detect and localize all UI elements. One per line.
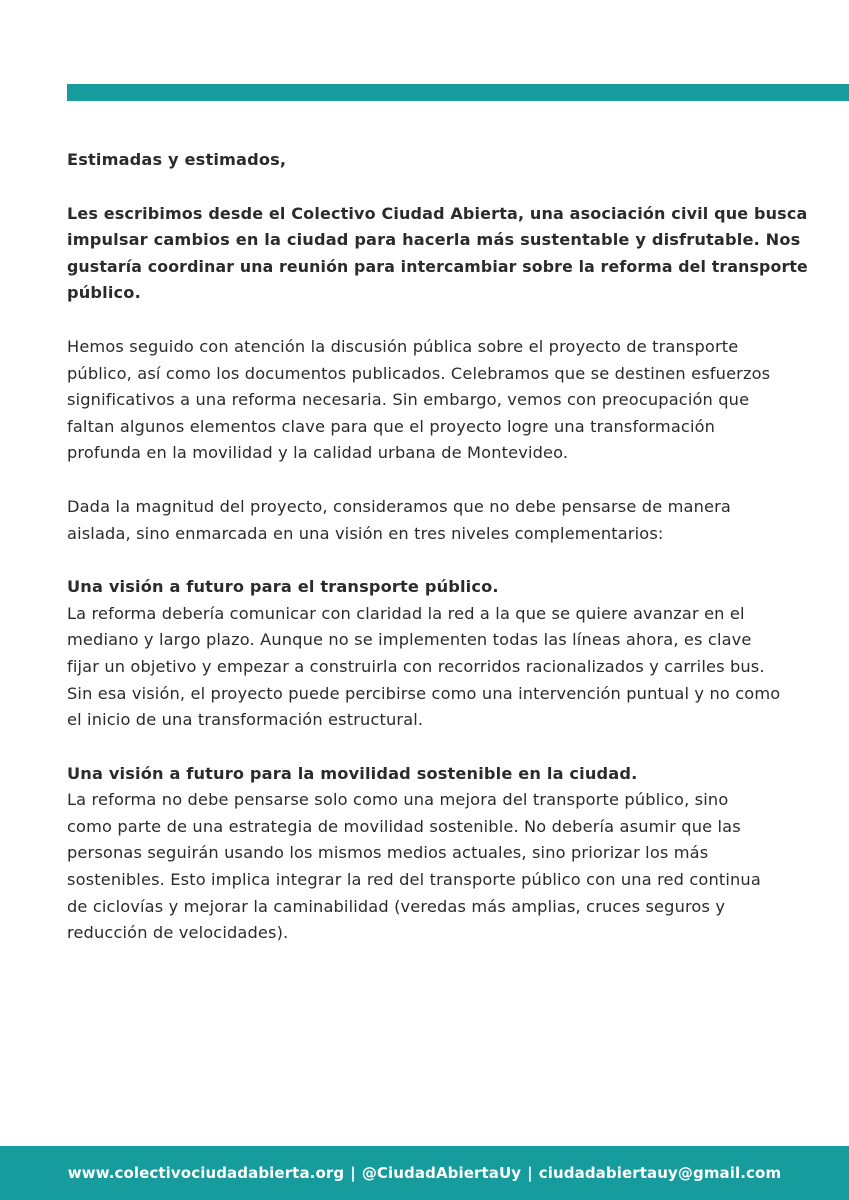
footer-separator: | xyxy=(527,1164,533,1182)
section-line: el inicio de una transformación estructural. xyxy=(67,710,424,730)
footer-bar xyxy=(0,1146,849,1200)
framing-line: aislada, sino enmarcada en una visión en tres niveles complementarios: xyxy=(67,523,664,543)
section-line: sostenibles. Esto implica integrar la red del transporte público con una red continua xyxy=(67,870,761,890)
intro-line: Les escribimos desde el Colectivo Ciudad Abierta, una asociación civil que busca xyxy=(67,203,808,223)
footer-social-handle[interactable]: @CiudadAbiertaUy xyxy=(361,1164,522,1182)
section-line: La reforma debería comunicar con claridad la red a la que se quiere avanzar en el xyxy=(67,603,745,623)
greeting: Estimadas y estimados, xyxy=(67,150,287,169)
section-line: personas seguirán usando los mismos medios actuales, sino priorizar los más xyxy=(67,843,709,863)
context-paragraph xyxy=(67,334,807,467)
intro-paragraph xyxy=(67,201,807,307)
footer-website-link[interactable]: www.colectivociudadabierta.org xyxy=(67,1164,345,1182)
section-line: mediano y largo plazo. Aunque no se implementen todas las líneas ahora, es clave xyxy=(67,630,752,650)
section-line: como parte de una estrategia de movilidad sostenible. No debería asumir que las xyxy=(67,816,741,836)
footer-separator: | xyxy=(350,1164,356,1182)
section-transporte xyxy=(67,574,807,734)
header-accent-bar xyxy=(67,84,849,101)
section-heading: Una visión a futuro para el transporte público. xyxy=(67,577,499,597)
letter-body xyxy=(67,147,807,974)
section-line: Sin esa visión, el proyecto puede percibirse como una intervención puntual y no como xyxy=(67,683,781,703)
context-line: faltan algunos elementos clave para que el proyecto logre una transformación xyxy=(67,416,716,436)
section-line: de ciclovías y mejorar la caminabilidad (veredas más amplias, cruces seguros y xyxy=(67,896,726,916)
intro-line: gustaría coordinar una reunión para intercambiar sobre la reforma del transporte xyxy=(67,256,808,276)
section-movilidad xyxy=(67,761,807,947)
intro-line: público. xyxy=(67,283,141,303)
footer-email-link[interactable]: ciudadabiertauy@gmail.com xyxy=(538,1164,782,1182)
context-line: Hemos seguido con atención la discusión pública sobre el proyecto de transporte xyxy=(67,336,739,356)
section-line: fijar un objetivo y empezar a construirla con recorridos racionalizados y carriles bus. xyxy=(67,656,765,676)
context-line: significativos a una reforma necesaria. Sin embargo, vemos con preocupación que xyxy=(67,390,750,410)
section-line: La reforma no debe pensarse solo como una mejora del transporte público, sino xyxy=(67,790,729,810)
context-line: profunda en la movilidad y la calidad urbana de Montevideo. xyxy=(67,443,569,463)
section-heading: Una visión a futuro para la movilidad sostenible en la ciudad. xyxy=(67,763,638,783)
context-line: público, así como los documentos publicados. Celebramos que se destinen esfuerzos xyxy=(67,363,771,383)
framing-line: Dada la magnitud del proyecto, consideramos que no debe pensarse de manera xyxy=(67,496,731,516)
section-line: reducción de velocidades). xyxy=(67,923,289,943)
intro-line: impulsar cambios en la ciudad para hacerla más sustentable y disfrutable. Nos xyxy=(67,230,801,250)
framing-paragraph xyxy=(67,494,807,547)
